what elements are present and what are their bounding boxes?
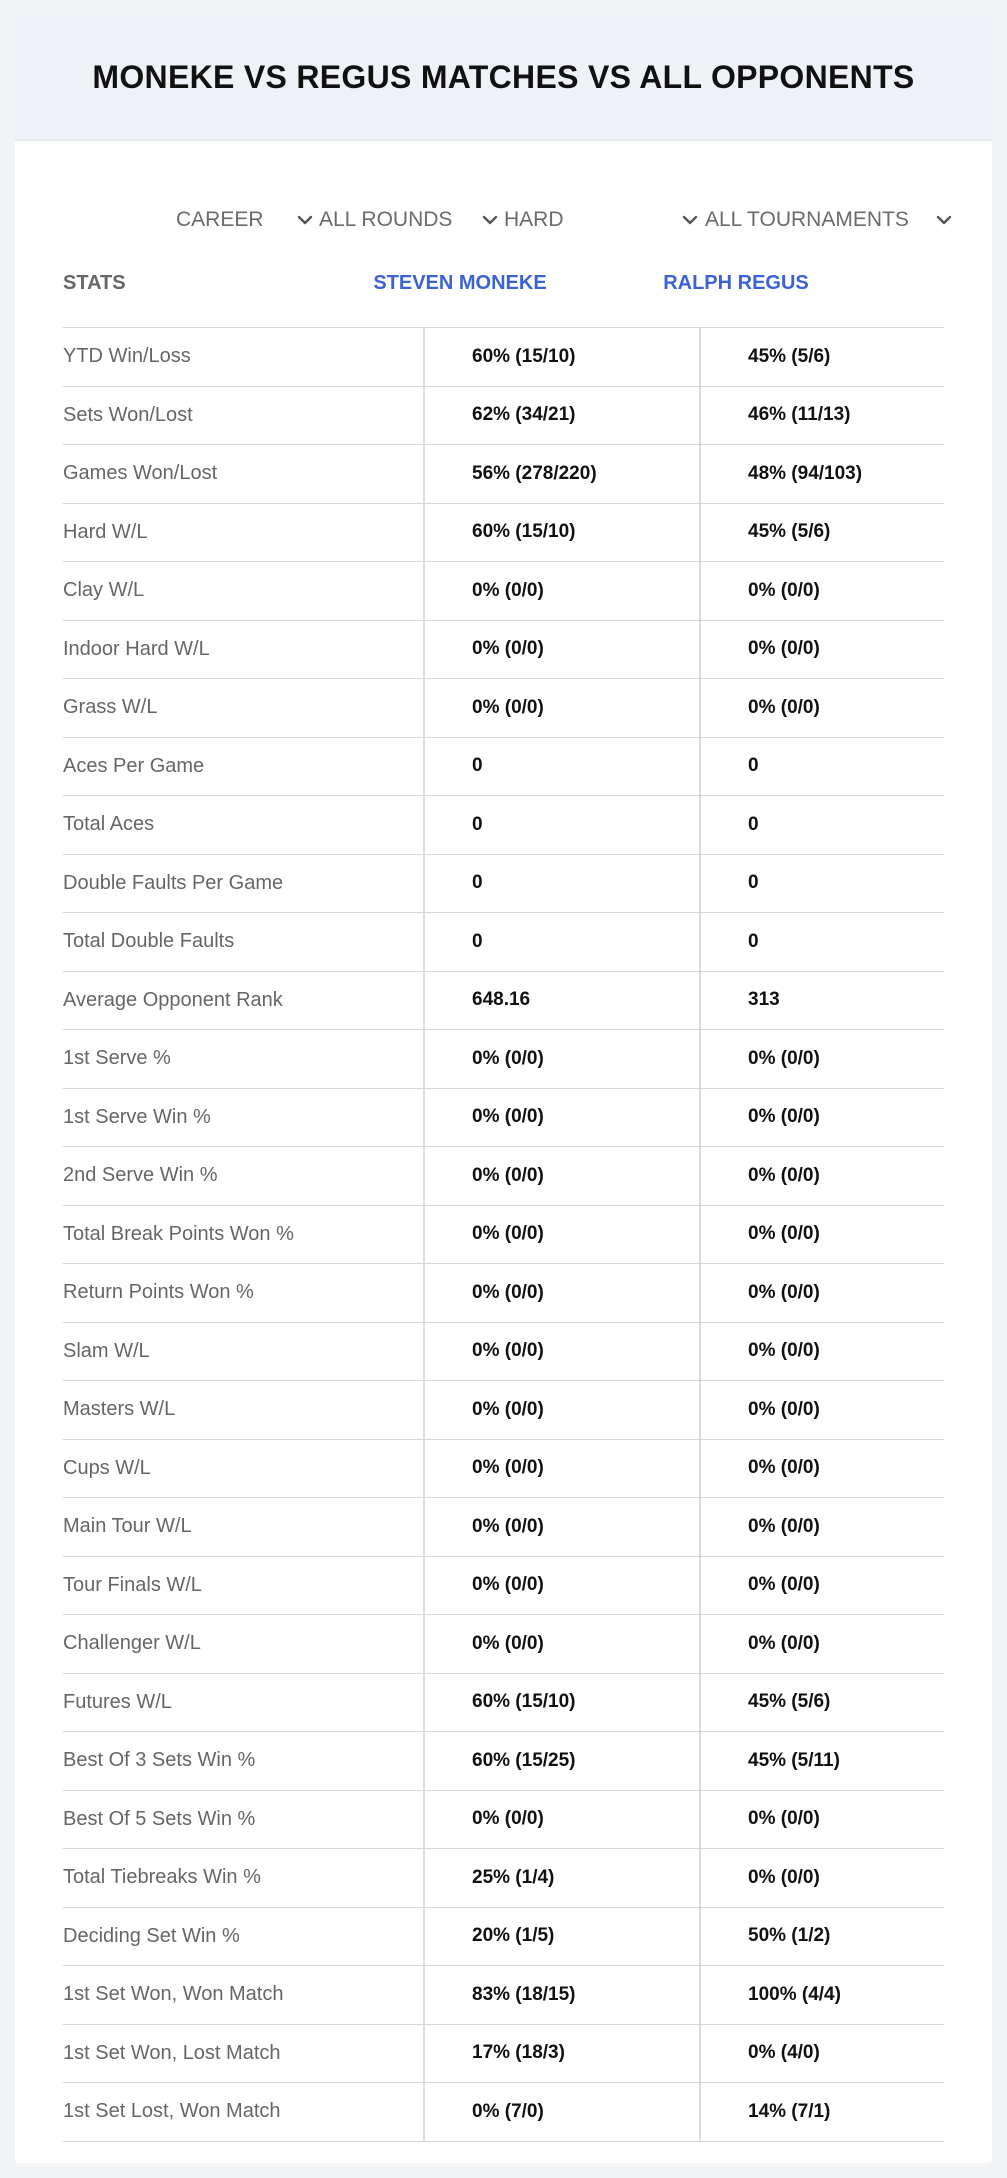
player1-value: 0% (0/0) — [472, 1164, 544, 1186]
table-row — [63, 796, 944, 855]
table-row — [63, 1206, 944, 1265]
column-divider — [699, 796, 701, 854]
tournaments-dropdown[interactable] — [705, 190, 953, 250]
table-row — [63, 1966, 944, 2025]
player1-value: 0% (0/0) — [472, 579, 544, 601]
player1-value: 56% (278/220) — [472, 462, 597, 484]
column-divider — [423, 1147, 425, 1205]
column-divider — [423, 387, 425, 445]
column-divider — [423, 504, 425, 562]
table-header — [63, 253, 944, 328]
column-divider — [699, 1030, 701, 1088]
column-divider — [423, 1966, 425, 2024]
stat-label: 1st Serve % — [63, 1047, 171, 1070]
column-divider — [699, 1264, 701, 1322]
player2-value: 0% (0/0) — [748, 1457, 820, 1479]
stat-label: Tour Finals W/L — [63, 1573, 202, 1596]
column-divider — [423, 1264, 425, 1322]
column-divider — [423, 2025, 425, 2083]
stat-label: Double Faults Per Game — [63, 871, 284, 894]
player2-value: 0% (0/0) — [748, 1106, 820, 1128]
stat-label: Cups W/L — [63, 1456, 151, 1479]
column-divider — [699, 387, 701, 445]
stat-label: Slam W/L — [63, 1339, 150, 1362]
rounds-dropdown[interactable] — [319, 190, 499, 250]
column-divider — [423, 1381, 425, 1439]
player2-value: 0 — [748, 872, 759, 894]
stat-label: Total Break Points Won % — [63, 1222, 294, 1245]
period-dropdown[interactable] — [176, 190, 314, 250]
player2-value: 0% (0/0) — [748, 1281, 820, 1303]
column-divider — [699, 1615, 701, 1673]
player1-value: 0% (0/0) — [472, 1574, 544, 1596]
chevron-down-icon — [935, 211, 953, 229]
column-divider — [699, 1440, 701, 1498]
stat-label: YTD Win/Loss — [63, 345, 191, 368]
column-divider — [699, 1966, 701, 2024]
column-divider — [423, 1323, 425, 1381]
column-divider — [423, 1674, 425, 1732]
table-row — [63, 1908, 944, 1967]
table-row — [63, 504, 944, 563]
rounds-dropdown-label: ALL ROUNDS — [319, 208, 453, 231]
column-divider — [423, 913, 425, 971]
stat-label: 1st Set Won, Lost Match — [63, 2041, 281, 2064]
player1-value: 60% (15/10) — [472, 345, 576, 367]
table-row — [63, 855, 944, 914]
player1-value: 60% (15/10) — [472, 1691, 576, 1713]
table-row — [63, 1440, 944, 1499]
table-row — [63, 1849, 944, 1908]
player2-value: 0% (0/0) — [748, 1866, 820, 1888]
column-divider — [423, 796, 425, 854]
table-row — [63, 913, 944, 972]
player1-value: 0% (0/0) — [472, 1632, 544, 1654]
column-divider — [423, 1030, 425, 1088]
column-divider — [423, 1615, 425, 1673]
player2-value: 100% (4/4) — [748, 1983, 841, 2005]
table-row — [63, 1498, 944, 1557]
table-row — [63, 1089, 944, 1148]
column-divider — [423, 2083, 425, 2141]
player2-value: 0% (0/0) — [748, 1808, 820, 1830]
player1-value: 648.16 — [472, 989, 531, 1011]
column-divider — [699, 738, 701, 796]
column-divider — [423, 1849, 425, 1907]
player2-value: 45% (5/6) — [748, 521, 831, 543]
player2-value: 0% (0/0) — [748, 1223, 820, 1245]
stat-label: Total Tiebreaks Win % — [63, 1866, 261, 1889]
page-title: MONEKE VS REGUS MATCHES VS ALL OPPONENTS — [92, 59, 915, 95]
stat-label: Total Double Faults — [63, 930, 235, 953]
player1-value: 25% (1/4) — [472, 1866, 555, 1888]
table-row — [63, 1381, 944, 1440]
player2-value: 50% (1/2) — [748, 1925, 831, 1947]
chevron-down-icon — [681, 211, 699, 229]
column-divider — [423, 1440, 425, 1498]
player1-value: 0% (0/0) — [472, 1047, 544, 1069]
stat-label: Hard W/L — [63, 520, 148, 543]
column-divider — [699, 1557, 701, 1615]
column-divider — [699, 679, 701, 737]
player1-value: 0% (0/0) — [472, 1223, 544, 1245]
column-divider — [699, 1732, 701, 1790]
column-divider — [699, 1089, 701, 1147]
table-row — [63, 2025, 944, 2084]
table-row — [63, 972, 944, 1031]
player2-value: 0 — [748, 755, 759, 777]
player2-value: 14% (7/1) — [748, 2100, 831, 2122]
player2-value: 0% (0/0) — [748, 1340, 820, 1362]
column-divider — [699, 504, 701, 562]
chevron-down-icon — [296, 211, 314, 229]
player1-value: 0% (0/0) — [472, 1515, 544, 1537]
player1-value: 0% (0/0) — [472, 1340, 544, 1362]
table-row — [63, 679, 944, 738]
stat-label: Challenger W/L — [63, 1632, 201, 1655]
chevron-down-icon — [481, 211, 499, 229]
player1-value: 0 — [472, 813, 483, 835]
player1-value: 0% (0/0) — [472, 1281, 544, 1303]
table-row — [63, 328, 944, 387]
column-divider — [423, 738, 425, 796]
table-row — [63, 1557, 944, 1616]
player1-value: 0% (0/0) — [472, 638, 544, 660]
stat-label: 2nd Serve Win % — [63, 1164, 218, 1187]
column-divider — [699, 1498, 701, 1556]
player1-value: 0% (0/0) — [472, 1457, 544, 1479]
stat-label: Games Won/Lost — [63, 462, 218, 485]
column-divider — [423, 679, 425, 737]
table-body — [63, 328, 944, 2142]
table-row — [63, 738, 944, 797]
player2-value: 0% (0/0) — [748, 1574, 820, 1596]
column-divider — [423, 1206, 425, 1264]
player2-value: 0% (4/0) — [748, 2042, 820, 2064]
table-row — [63, 1732, 944, 1791]
stat-label: Best Of 5 Sets Win % — [63, 1807, 256, 1830]
table-row — [63, 1615, 944, 1674]
player1-value: 0% (0/0) — [472, 696, 544, 718]
card-header — [15, 15, 992, 141]
column-divider — [423, 1089, 425, 1147]
player1-value: 60% (15/25) — [472, 1749, 576, 1771]
column-divider — [699, 1674, 701, 1732]
column-divider — [423, 972, 425, 1030]
player2-value: 45% (5/6) — [748, 1691, 831, 1713]
player2-value: 0% (0/0) — [748, 696, 820, 718]
stat-label: 1st Serve Win % — [63, 1105, 211, 1128]
player1-value: 83% (18/15) — [472, 1983, 576, 2005]
column-divider — [423, 621, 425, 679]
stat-label: Sets Won/Lost — [63, 403, 193, 426]
column-divider — [699, 972, 701, 1030]
stat-label: Masters W/L — [63, 1398, 176, 1421]
player1-value: 0% (0/0) — [472, 1808, 544, 1830]
stat-label: Main Tour W/L — [63, 1515, 192, 1538]
stat-label: Deciding Set Win % — [63, 1924, 240, 1947]
column-divider — [699, 2025, 701, 2083]
player2-value: 0% (0/0) — [748, 1632, 820, 1654]
column-divider — [699, 1908, 701, 1966]
column-divider — [699, 562, 701, 620]
stat-label: Indoor Hard W/L — [63, 637, 210, 660]
column-divider — [699, 1849, 701, 1907]
column-divider — [423, 1498, 425, 1556]
stats-column-header: STATS — [63, 271, 126, 294]
player2-value: 46% (11/13) — [748, 404, 851, 426]
stat-label: Best Of 3 Sets Win % — [63, 1749, 256, 1772]
column-divider — [699, 328, 701, 386]
column-divider — [423, 328, 425, 386]
player2-value: 313 — [748, 989, 780, 1011]
player1-value: 0 — [472, 872, 483, 894]
stat-label: 1st Set Won, Won Match — [63, 1983, 284, 2006]
stats-table — [63, 253, 944, 2142]
player1-value: 17% (18/3) — [472, 2042, 565, 2064]
stat-label: Futures W/L — [63, 1690, 172, 1713]
player2-value: 0% (0/0) — [748, 638, 820, 660]
table-row — [63, 1791, 944, 1850]
column-divider — [699, 855, 701, 913]
player2-value: 0 — [748, 930, 759, 952]
player1-value: 0% (0/0) — [472, 1398, 544, 1420]
column-divider — [423, 1791, 425, 1849]
stat-label: Average Opponent Rank — [63, 988, 283, 1011]
player2-value: 48% (94/103) — [748, 462, 863, 484]
player2-value: 45% (5/11) — [748, 1749, 840, 1771]
stat-label: Total Aces — [63, 813, 155, 836]
stat-label: Clay W/L — [63, 579, 145, 602]
table-row — [63, 1674, 944, 1733]
column-divider — [699, 1206, 701, 1264]
column-divider — [423, 445, 425, 503]
table-row — [63, 1147, 944, 1206]
player2-link[interactable]: RALPH REGUS — [663, 271, 809, 294]
table-row — [63, 1323, 944, 1382]
player2-value: 0% (0/0) — [748, 579, 820, 601]
filter-bar — [15, 190, 992, 250]
player1-value: 0 — [472, 755, 483, 777]
table-row — [63, 387, 944, 446]
column-divider — [423, 562, 425, 620]
table-row — [63, 621, 944, 680]
column-divider — [699, 1323, 701, 1381]
stat-label: Aces Per Game — [63, 754, 205, 777]
player2-value: 0% (0/0) — [748, 1047, 820, 1069]
column-divider — [699, 1381, 701, 1439]
column-divider — [699, 1791, 701, 1849]
player2-value: 0% (0/0) — [748, 1515, 820, 1537]
player2-value: 0 — [748, 813, 759, 835]
player1-value: 20% (1/5) — [472, 1925, 555, 1947]
player1-link[interactable]: STEVEN MONEKE — [373, 271, 547, 294]
player2-value: 0% (0/0) — [748, 1398, 820, 1420]
column-divider — [699, 913, 701, 971]
stat-label: 1st Set Lost, Won Match — [63, 2100, 281, 2123]
stats-card — [15, 15, 992, 2163]
stat-label: Grass W/L — [63, 696, 158, 719]
player1-value: 0 — [472, 930, 483, 952]
player2-value: 0% (0/0) — [748, 1164, 820, 1186]
column-divider — [699, 445, 701, 503]
stat-label: Return Points Won % — [63, 1281, 254, 1304]
surface-dropdown[interactable] — [504, 190, 699, 250]
column-divider — [423, 1732, 425, 1790]
player1-value: 60% (15/10) — [472, 521, 576, 543]
table-row — [63, 562, 944, 621]
column-divider — [423, 1557, 425, 1615]
column-divider — [699, 621, 701, 679]
player2-value: 45% (5/6) — [748, 345, 831, 367]
column-divider — [699, 1147, 701, 1205]
table-row — [63, 1264, 944, 1323]
player1-value: 0% (7/0) — [472, 2100, 544, 2122]
column-divider — [423, 1908, 425, 1966]
period-dropdown-label: CAREER — [176, 208, 264, 231]
table-row — [63, 2083, 944, 2142]
player1-value: 0% (0/0) — [472, 1106, 544, 1128]
table-row — [63, 1030, 944, 1089]
column-divider — [423, 855, 425, 913]
table-row — [63, 445, 944, 504]
column-divider — [699, 2083, 701, 2141]
tournaments-dropdown-label: ALL TOURNAMENTS — [705, 208, 909, 231]
player1-value: 62% (34/21) — [472, 404, 576, 426]
surface-dropdown-label: HARD — [504, 208, 564, 231]
